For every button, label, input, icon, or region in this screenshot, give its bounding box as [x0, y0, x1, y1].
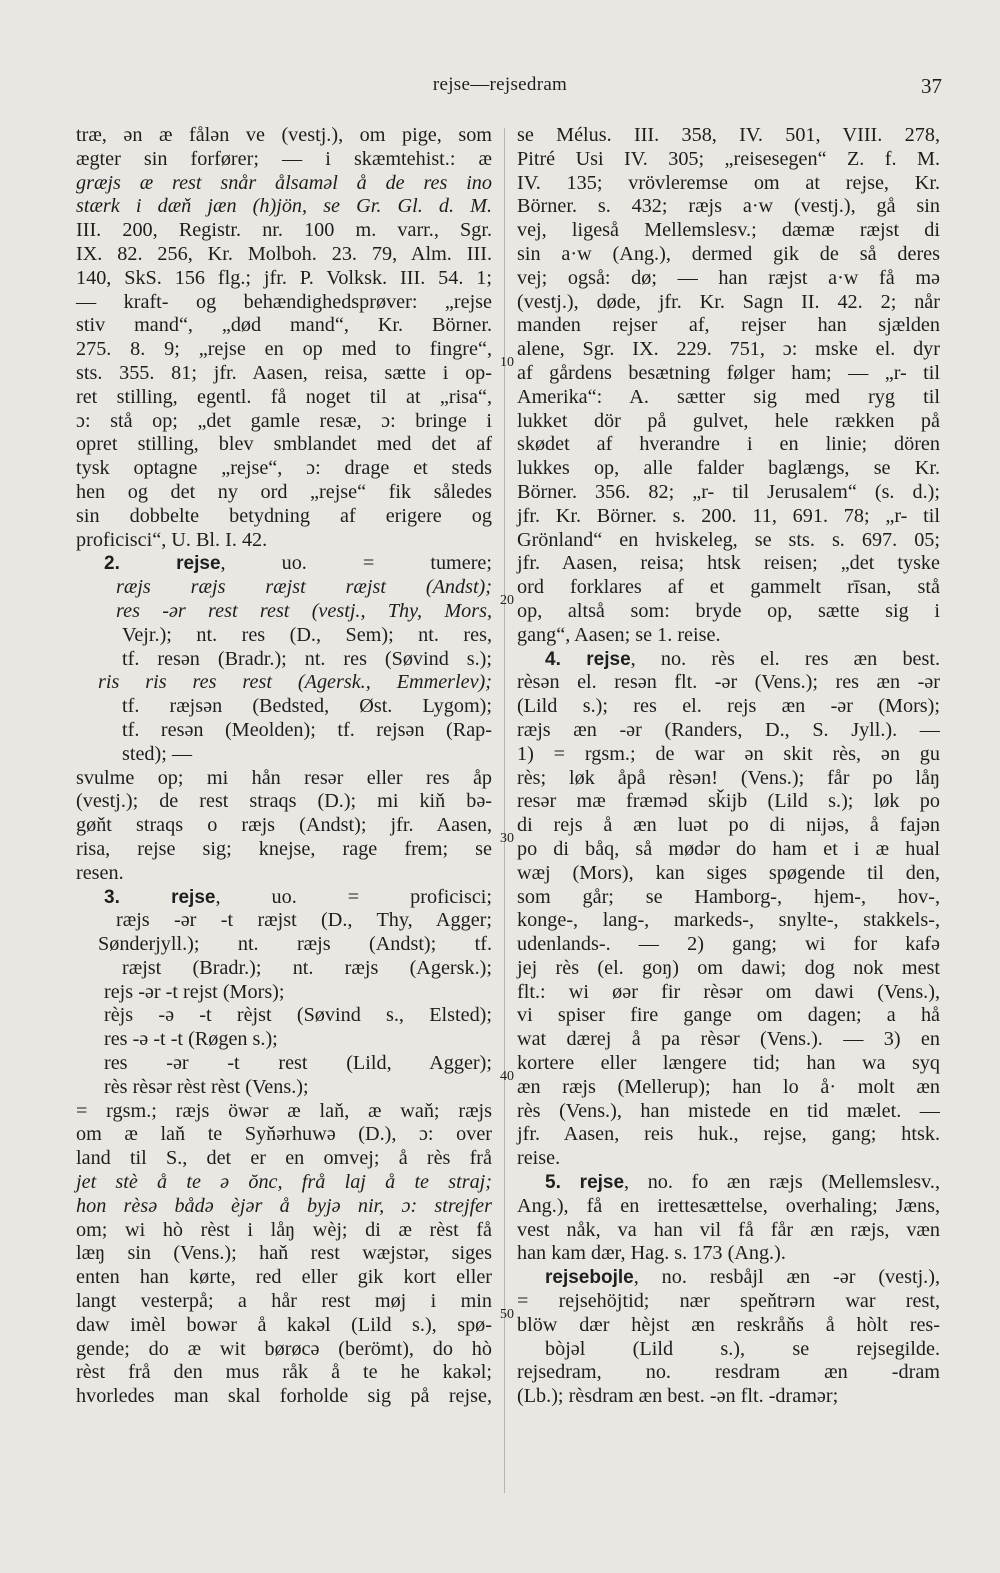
left-column-line: svulme op; mi hån resər eller res åp — [76, 766, 492, 789]
left-column-line: gøňt straqs o ræjs (Andst); jfr. Aasen, — [76, 814, 492, 837]
right-column-line: wat dærej å pa rèsər (Vens.). — 3) en — [517, 1028, 940, 1051]
left-column-line: læŋ sin (Vens.); haň rest wæjstər, siges — [76, 1242, 492, 1265]
left-column-line: græjs æ rest snår ålsaməl å de res ino — [76, 171, 492, 194]
line-number-20: 20 — [500, 593, 514, 608]
left-column — [76, 124, 492, 1409]
left-column-line: stiv mand“, „død mand“, Kr. Börner. — [76, 314, 492, 337]
right-column-line: rès (Vens.), han mistede en tid mælet. — — [517, 1099, 940, 1122]
left-column-line: tf. ræjsən (Bedsted, Øst. Lygom); — [122, 695, 492, 718]
left-column-line: 3. rejse, uo. = proficisci; — [104, 885, 493, 908]
left-column-line: daw imèl bowər å kakəl (Lild s.), spø- — [76, 1313, 492, 1336]
running-head — [0, 74, 1000, 102]
left-column-line: res -ər -t rest (Lild, Agger); — [104, 1052, 492, 1075]
left-column-line: ris ris res rest (Agersk., Emmerlev); — [98, 671, 492, 694]
right-column-line: rejsebojle, no. resbåjl æn -ər (vestj.), — [545, 1266, 940, 1289]
left-column-line: ret stilling, egentl. få noget til at „risa“, — [76, 385, 492, 408]
left-column-line: opret stilling, blev smblandet med det af — [76, 433, 492, 456]
left-column-line: gende; do æ wit børøcə (berömt), do hò — [76, 1337, 492, 1360]
right-column-line: udenlands-. — 2) gang; wi for kafə — [517, 933, 940, 956]
right-column-line: se Mélus. III. 358, IV. 501, VIII. 278, — [517, 124, 940, 146]
left-column-line: enten han kørte, red eller gik kort eller — [76, 1266, 492, 1289]
right-column-line: som går; se Hamborg-, hjem-, hov-, — [517, 885, 940, 908]
right-column-line: jfr. Aasen, reisa; htsk reisen; „det tyske — [517, 552, 940, 575]
left-column-line: stærk i dæň jæn (h)jön, se Gr. Gl. d. M. — [76, 195, 492, 218]
right-column-line: 1) = rgsm.; de war ən skit rès, ən gu — [517, 742, 940, 765]
left-column-line: Sønderjyll.); nt. ræjs (Andst); tf. — [98, 933, 492, 956]
right-column-line: lukket dör på gulvet, hele rækken på — [517, 409, 940, 432]
left-column-line: sin dobbelte betydning af erigere og — [76, 504, 492, 527]
right-column-line: vej, ligeså Mellemslesv.; dæmæ ræjst di — [517, 219, 940, 242]
right-column — [517, 124, 940, 1409]
left-column-line: tf. resən (Bradr.); nt. res (Søvind s.); — [122, 647, 492, 670]
left-column-line: tysk optagne „rejse“, ɔ: drage et steds — [76, 457, 492, 480]
left-column-line: om; wi hò rèst i låŋ wèj; di æ rèst få — [76, 1218, 492, 1241]
right-column-line: jfr. Aasen, reis huk., rejse, gang; htsk. — [517, 1123, 940, 1146]
right-column-line: jej rès (el. goŋ) om dawi; dog nok mest — [517, 956, 940, 979]
headword: 5. rejse — [545, 1172, 625, 1194]
right-column-line: po di båq, så mødər do ham et i æ hual — [517, 837, 940, 860]
right-column-line: flt.: wi øər fir rèsər om dawi (Vens.), — [517, 980, 940, 1003]
right-column-line: blöw dær hèjst æn reskråňs å hòlt res- — [517, 1313, 940, 1336]
page-number: 37 — [921, 74, 942, 98]
right-column-line: ord forklares af et gammelt rīsan, stå — [517, 576, 940, 599]
left-column-line: ræjs ræjs ræjst ræjst (Andst); — [116, 576, 492, 599]
left-column-line: sts. 355. 81; jfr. Aasen, reisa, sætte i op- — [76, 361, 492, 384]
right-column-line: vest nåk, va han vil få får æn ræjs, væn — [517, 1218, 940, 1241]
left-column-line: ɔ: stå op; „det gamle resæ, ɔ: bringe i — [76, 409, 492, 432]
right-column-line: resər mæ fræməd sǩijb (Lild s.); løk po — [517, 790, 940, 813]
left-column-line: resen. — [76, 861, 124, 884]
right-column-line: op, altså som: bryde op, sætte sig i — [517, 599, 940, 622]
left-column-line: 140, SkS. 156 flg.; jfr. P. Volksk. III. 54. 1; — [76, 266, 492, 289]
left-column-line: land til S., det er en omvej; å rès frå — [76, 1147, 492, 1170]
right-column-line: IV. 135; vrövleremse om at rejse, Kr. — [517, 171, 940, 194]
right-column-line: 4. rejse, no. rès el. res æn best. — [545, 647, 941, 670]
running-title: rejse—rejsedram — [432, 74, 568, 95]
headword: 4. rejse — [545, 648, 631, 670]
left-column-line: rèst frå den mus råk å te he kakəl; — [76, 1361, 492, 1384]
right-column-line: manden rejser af, rejser han sjælden — [517, 314, 940, 337]
left-column-line: = rgsm.; ræjs öwər æ laň, æ waň; ræjs — [76, 1099, 492, 1122]
left-column-line: ægter sin forfører; — i skæmtehist.: æ — [76, 147, 492, 170]
right-column-line: æn ræjs (Mellerup); han lo å· molt æn — [517, 1075, 940, 1098]
left-column-line: (vestj.); de rest straqs (D.); mi kiň bə- — [76, 790, 492, 813]
headword: rejsebojle — [545, 1267, 634, 1289]
line-number-10: 10 — [500, 355, 514, 370]
right-column-line: kortere eller længere tid; han wa syq — [517, 1052, 940, 1075]
right-column-line: alene, Sgr. IX. 229. 751, ɔ: mske el. dyr — [517, 338, 940, 361]
right-column-line: rèsən el. resən flt. -ər (Vens.); res æn -ər — [517, 671, 940, 694]
line-number-30: 30 — [500, 831, 514, 846]
right-column-line: rès; løk åpå rèsən! (Vens.); får po låŋ — [517, 766, 940, 789]
right-column-line: (Lild s.); res el. rejs æn -ər (Mors); — [517, 695, 940, 718]
left-column-line: risa, rejse sig; knejse, rage frem; se — [76, 837, 492, 860]
right-column-line: gang“, Aasen; se 1. reise. — [517, 623, 721, 646]
left-column-line: jet stè å te ə ŏnc, frå laj å te straj; — [76, 1171, 492, 1194]
left-column-line: Vejr.); nt. res (D., Sem); nt. res, — [122, 623, 492, 646]
left-column-line: 275. 8. 9; „rejse en op med to fingre“, — [76, 338, 492, 361]
right-column-line: di rejs å æn luət po di nijəs, å fajən — [517, 814, 940, 837]
left-column-line: tf. resən (Meolden); tf. rejsən (Rap- — [122, 718, 492, 741]
left-column-line: hon rèsə bådə èjər å byjə nir, ɔ: strejfer — [76, 1194, 492, 1217]
right-column-line: jfr. Kr. Börner. s. 200. 11, 691. 78; „r- til — [517, 504, 940, 527]
right-column-line: Börner. 356. 82; „r- til Jerusalem“ (s. d.); — [517, 480, 940, 503]
left-column-line: hvorledes man skal forholde sig på rejse, — [76, 1385, 492, 1408]
right-column-line: Grönland“ en hviskeleg, se sts. s. 697. 05; — [517, 528, 940, 551]
line-number-50: 50 — [500, 1307, 514, 1322]
left-column-line: proficisci“, U. Bl. I. 42. — [76, 528, 268, 551]
left-column-line: III. 200, Registr. nr. 100 m. varr., Sgr. — [76, 219, 492, 242]
left-column-line: langt vesterpå; a hår rest møj i min — [76, 1290, 492, 1313]
left-column-line: hen og det ny ord „rejse“ fik således — [76, 480, 492, 503]
right-column-line: sin a·w (Ang.), dermed gik de så deres — [517, 242, 940, 265]
right-column-line: (Lb.); rèsdram æn best. -ən flt. -dramər; — [517, 1385, 839, 1408]
right-column-line: lukkes op, alle falder baglængs, se Kr. — [517, 457, 940, 480]
right-column-line: vi spiser fire gange om dagen; a hå — [517, 1004, 940, 1027]
right-column-line: wæj (Mors), kan siges spøgende til den, — [517, 861, 940, 884]
right-column-line: Ang.), få en irettesættelse, overhaling; Jæns, — [517, 1194, 940, 1217]
right-column-line: af gårdens besætning følger ham; — „r- til — [517, 361, 940, 384]
left-column-line: 2. rejse, uo. = tumere; — [104, 552, 493, 575]
right-column-line: (vestj.), døde, jfr. Kr. Sagn II. 42. 2; når — [517, 290, 940, 313]
left-column-line: sted); — — [122, 742, 193, 765]
right-column-line: Pitré Usi IV. 305; „reisesegen“ Z. f. M. — [517, 147, 940, 170]
line-number-40: 40 — [500, 1069, 514, 1084]
left-column-line: rèjs -ə -t rèjst (Søvind s., Elsted); — [104, 1004, 492, 1027]
left-column-line: res -ə -t -t (Røgen s.); — [104, 1028, 278, 1051]
right-column-line: skødet af hverandre i en linie; dören — [517, 433, 940, 456]
left-column-line: IX. 82. 256, Kr. Molboh. 23. 79, Alm. III. — [76, 242, 492, 265]
left-column-line: ræjst (Bradr.); nt. ræjs (Agersk.); — [122, 956, 492, 979]
left-column-line: om æ laň te Syňərhuwə (D.), ɔ: over — [76, 1123, 492, 1146]
right-column-line: 5. rejse, no. fo æn ræjs (Mellemslesv., — [545, 1171, 940, 1194]
right-column-line: rejsedram, no. resdram æn -dram — [517, 1361, 940, 1384]
left-column-line: rès rèsər rèst rèst (Vens.); — [104, 1075, 309, 1098]
right-column-line: han kam dær, Hag. s. 173 (Ang.). — [517, 1242, 786, 1265]
left-column-line: res -ər rest rest (vestj., Thy, Mors, — [116, 599, 492, 622]
right-column-line: reise. — [517, 1147, 561, 1170]
right-column-line: vej; også: dø; — han ræjst a·w få mə — [517, 266, 940, 289]
right-column-line: bòjəl (Lild s.), se rejsegilde. — [545, 1337, 940, 1360]
column-divider — [504, 128, 505, 1493]
right-column-line: ræjs æn -ər (Randers, D., S. Jyll.). — — [517, 718, 940, 741]
left-column-line: træ, ən æ fålən ve (vestj.), om pige, som — [76, 124, 492, 146]
right-column-line: Börner. s. 432; ræjs a·w (vestj.), gå sin — [517, 195, 940, 218]
right-column-line: Amerika“: A. sætter sig med ryg til — [517, 385, 940, 408]
left-column-line: — kraft- og behændighedsprøver: „rejse — [76, 290, 492, 313]
headword: 3. rejse — [104, 886, 216, 908]
right-column-line: konge-, lang-, markeds-, snylte-, stakkels-, — [517, 909, 940, 932]
right-column-line: = rejsehöjtid; nær speňtrərn war rest, — [517, 1290, 940, 1313]
headword: 2. rejse — [104, 553, 221, 575]
left-column-line: ræjs -ər -t ræjst (D., Thy, Agger; — [116, 909, 492, 932]
left-column-line: rejs -ər -t rejst (Mors); — [104, 980, 285, 1003]
